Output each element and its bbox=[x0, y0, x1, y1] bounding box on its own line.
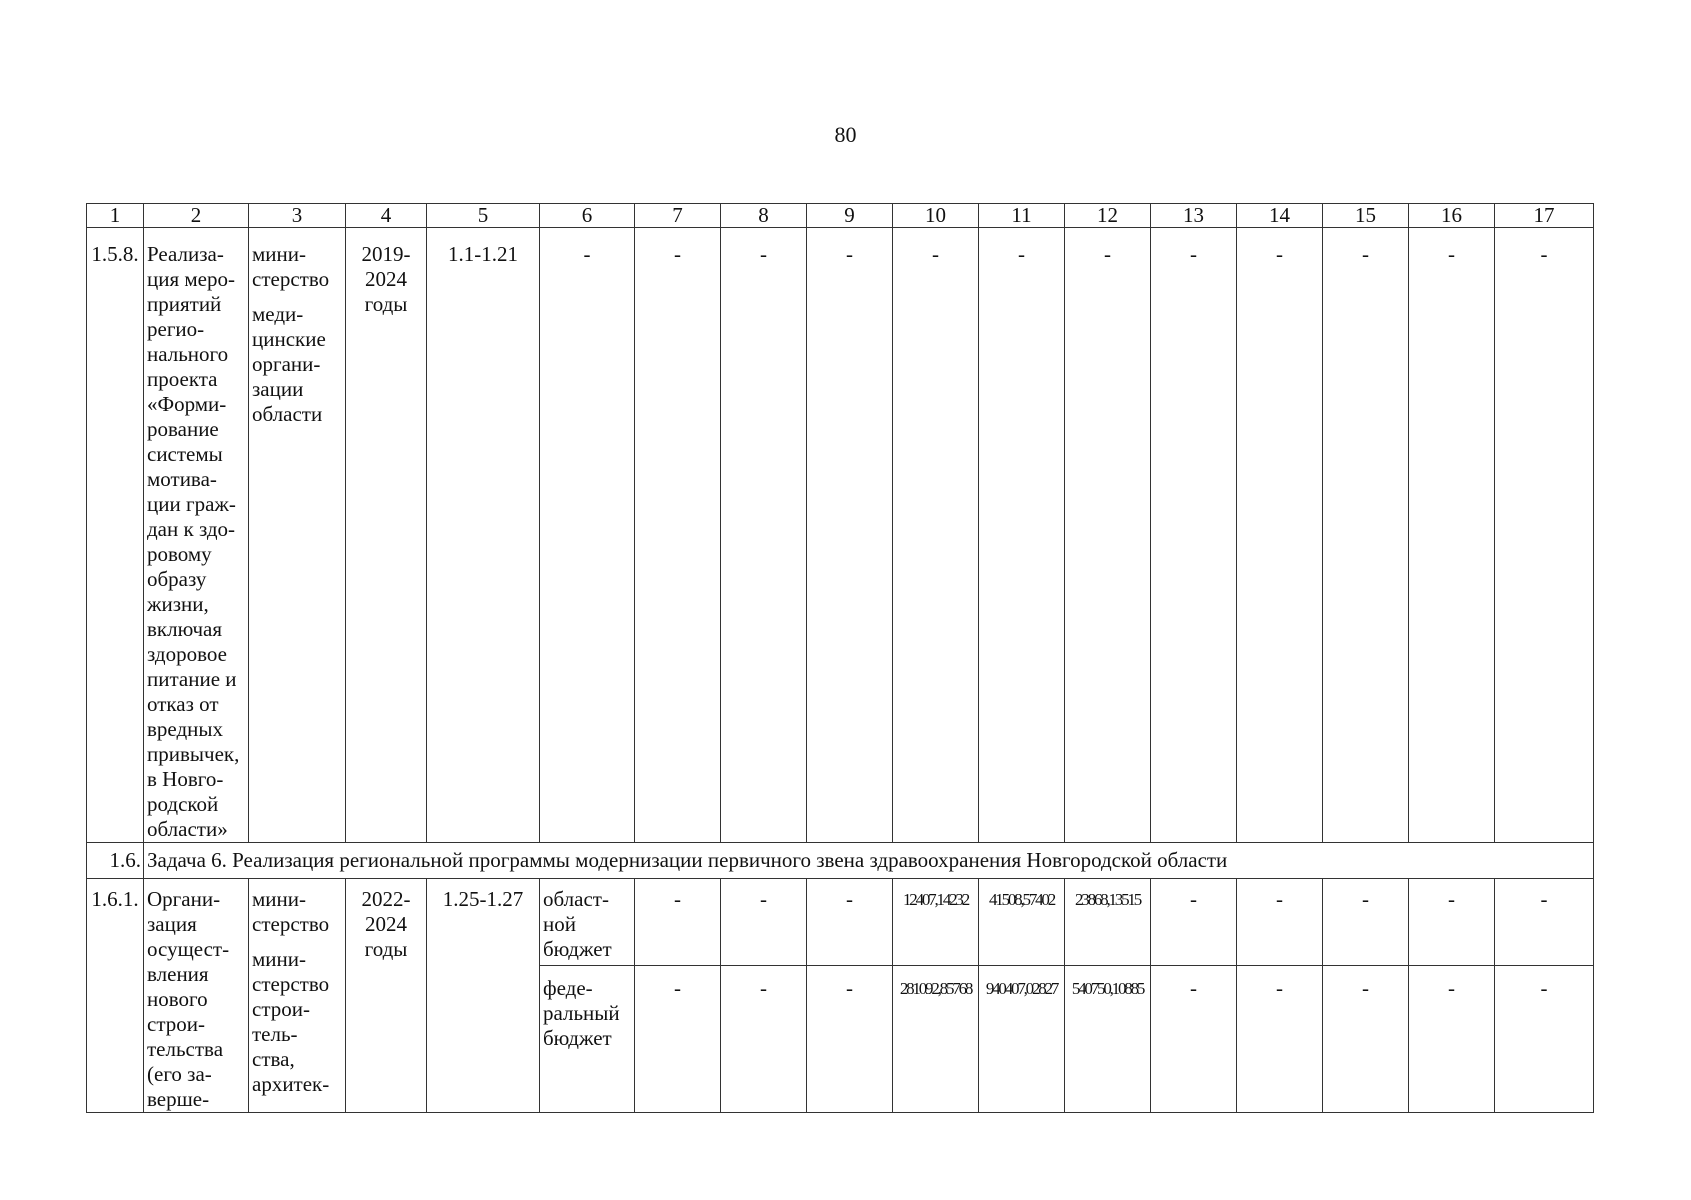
amount-cell: 540750,10885 bbox=[1065, 965, 1151, 1112]
text-line: 2019- bbox=[361, 242, 411, 266]
column-header: 2 bbox=[144, 204, 249, 228]
text-line: 2024 bbox=[365, 267, 407, 291]
text-line: бюджет bbox=[543, 937, 612, 961]
column-header: 16 bbox=[1409, 204, 1495, 228]
period-lines bbox=[349, 242, 423, 317]
value-cell: - bbox=[635, 228, 721, 843]
value-cell: - bbox=[1151, 879, 1237, 966]
text-line: бюджет bbox=[543, 1025, 612, 1050]
text-line: ровому bbox=[147, 542, 212, 566]
text-line: стерство bbox=[252, 972, 330, 996]
row-number: 1.5.8. bbox=[87, 228, 144, 843]
amount-cell: 12407,14232 bbox=[893, 879, 979, 966]
funding-source-lines bbox=[543, 976, 631, 1051]
text-line: здоровое bbox=[147, 642, 227, 666]
activity-name-lines bbox=[147, 887, 245, 1112]
text-line: регио- bbox=[147, 317, 205, 341]
value-cell: - bbox=[1495, 879, 1594, 966]
value-cell: - bbox=[1151, 228, 1237, 843]
text-line: (его за- bbox=[147, 1062, 212, 1086]
text-line: привычек, bbox=[147, 742, 240, 766]
column-number-row bbox=[87, 204, 1594, 228]
activity-name-lines bbox=[147, 242, 245, 842]
column-header: 14 bbox=[1237, 204, 1323, 228]
text-line: тель- bbox=[252, 1022, 298, 1046]
text-line: вредных bbox=[147, 717, 223, 741]
text-line: родской bbox=[147, 792, 219, 816]
text-line: питание и bbox=[147, 667, 237, 691]
amount-cell: 281092,85768 bbox=[893, 965, 979, 1112]
column-header: 13 bbox=[1151, 204, 1237, 228]
value-cell: - bbox=[807, 879, 893, 966]
text-line: отказ от bbox=[147, 692, 219, 716]
value-cell: - bbox=[979, 228, 1065, 843]
value-cell: - bbox=[1495, 228, 1594, 843]
column-header: 12 bbox=[1065, 204, 1151, 228]
column-header: 15 bbox=[1323, 204, 1409, 228]
text-line: рование bbox=[147, 417, 219, 441]
text-line: Реализа- bbox=[147, 242, 224, 266]
text-line: цинские bbox=[252, 327, 326, 351]
funding-source-lines bbox=[543, 887, 631, 962]
text-line: системы bbox=[147, 442, 223, 466]
value-cell: - bbox=[1323, 965, 1409, 1112]
indicators-cell: 1.25-1.27 bbox=[427, 879, 540, 1113]
period-cell bbox=[346, 879, 427, 1113]
value-cell: - bbox=[1409, 228, 1495, 843]
text-line: феде- bbox=[543, 975, 593, 1000]
text-line: нального bbox=[147, 342, 229, 366]
period-cell bbox=[346, 228, 427, 843]
text-line: годы bbox=[364, 292, 408, 316]
value-cell: - bbox=[721, 228, 807, 843]
value-cell: - bbox=[1237, 228, 1323, 843]
column-header: 8 bbox=[721, 204, 807, 228]
value-cell: - bbox=[807, 228, 893, 843]
text-line: ной bbox=[543, 912, 576, 936]
text-line: мини- bbox=[252, 242, 306, 266]
text-line: ция меро- bbox=[147, 267, 235, 291]
text-line: ральный bbox=[543, 1000, 620, 1025]
activity-name bbox=[144, 879, 249, 1113]
text-line: зации bbox=[252, 377, 304, 401]
column-header: 5 bbox=[427, 204, 540, 228]
value-cell: - bbox=[1323, 228, 1409, 843]
text-line: включая bbox=[147, 617, 223, 641]
value-cell: - bbox=[1409, 965, 1495, 1112]
text-line: мотива- bbox=[147, 467, 217, 491]
text-line: 2022- bbox=[361, 887, 411, 911]
text-line: ства, bbox=[252, 1047, 295, 1071]
column-header: 11 bbox=[979, 204, 1065, 228]
text-line: «Форми- bbox=[147, 392, 227, 416]
text-line: области» bbox=[147, 817, 228, 841]
text-line: мини- bbox=[252, 947, 306, 971]
text-line: нового bbox=[147, 987, 208, 1011]
executor-cell bbox=[249, 879, 346, 1113]
text-line: зация bbox=[147, 912, 197, 936]
value-cell: - bbox=[1237, 965, 1323, 1112]
column-header: 7 bbox=[635, 204, 721, 228]
page-number: 80 bbox=[834, 122, 857, 147]
text-line: проекта bbox=[147, 367, 218, 391]
text-line: осущест- bbox=[147, 937, 230, 961]
text-line: 2024 bbox=[365, 912, 407, 936]
text-line: жизни, bbox=[147, 592, 209, 616]
indicators-cell: 1.1-1.21 bbox=[427, 228, 540, 843]
row-number: 1.6.1. bbox=[87, 879, 144, 1113]
text-line: меди- bbox=[252, 302, 304, 326]
program-table bbox=[86, 203, 1594, 1113]
table-row bbox=[87, 228, 1594, 843]
text-line: мини- bbox=[252, 887, 306, 911]
executor-organizations bbox=[252, 302, 342, 427]
text-line: строи- bbox=[147, 1012, 205, 1036]
text-line: органи- bbox=[252, 352, 321, 376]
text-line: Органи- bbox=[147, 887, 221, 911]
text-line: стерство bbox=[252, 912, 330, 936]
funding-source bbox=[540, 965, 635, 1112]
executor-ministry bbox=[252, 242, 342, 292]
amount-cell: 940407,02827 bbox=[979, 965, 1065, 1112]
value-cell: - bbox=[893, 228, 979, 843]
value-cell: - bbox=[635, 879, 721, 966]
value-cell: - bbox=[721, 879, 807, 966]
column-header: 1 bbox=[87, 204, 144, 228]
executor-construction bbox=[252, 947, 342, 1097]
amount-cell: 23868,13515 bbox=[1065, 879, 1151, 966]
column-header: 6 bbox=[540, 204, 635, 228]
text-line: строи- bbox=[252, 997, 310, 1021]
executor-cell bbox=[249, 228, 346, 843]
text-line: в Новго- bbox=[147, 767, 224, 791]
value-cell: - bbox=[635, 965, 721, 1112]
value-cell: - bbox=[1323, 879, 1409, 966]
text-line: вления bbox=[147, 962, 209, 986]
column-header: 9 bbox=[807, 204, 893, 228]
text-line: образу bbox=[147, 567, 207, 591]
value-cell: - bbox=[1409, 879, 1495, 966]
table-row bbox=[87, 879, 1594, 966]
text-line: верше- bbox=[147, 1087, 210, 1111]
executor-ministry bbox=[252, 887, 342, 937]
column-header: 3 bbox=[249, 204, 346, 228]
value-cell: - bbox=[1495, 965, 1594, 1112]
value-cell: - bbox=[721, 965, 807, 1112]
text-line: област- bbox=[543, 887, 609, 911]
text-line: приятий bbox=[147, 292, 222, 316]
value-cell: - bbox=[1237, 879, 1323, 966]
column-header: 4 bbox=[346, 204, 427, 228]
value-cell: - bbox=[540, 228, 635, 843]
column-header: 10 bbox=[893, 204, 979, 228]
text-line: ции граж- bbox=[147, 492, 236, 516]
text-line: тельства bbox=[147, 1037, 224, 1061]
funding-source bbox=[540, 879, 635, 966]
value-cell: - bbox=[807, 965, 893, 1112]
task-title: Задача 6. Реализация региональной программы модернизации первичного звена здравоохранения Новгородской области bbox=[144, 843, 1594, 879]
value-cell: - bbox=[1151, 965, 1237, 1112]
task-number: 1.6. bbox=[87, 843, 144, 879]
text-line: стерство bbox=[252, 267, 330, 291]
task-row bbox=[87, 843, 1594, 879]
value-cell: - bbox=[1065, 228, 1151, 843]
activity-name bbox=[144, 228, 249, 843]
text-line: области bbox=[252, 402, 323, 426]
text-line: годы bbox=[364, 937, 408, 961]
text-line: дан к здо- bbox=[147, 517, 236, 541]
text-line: архитек- bbox=[252, 1072, 330, 1096]
amount-cell: 41508,57402 bbox=[979, 879, 1065, 966]
column-header: 17 bbox=[1495, 204, 1594, 228]
period-lines bbox=[349, 887, 423, 962]
